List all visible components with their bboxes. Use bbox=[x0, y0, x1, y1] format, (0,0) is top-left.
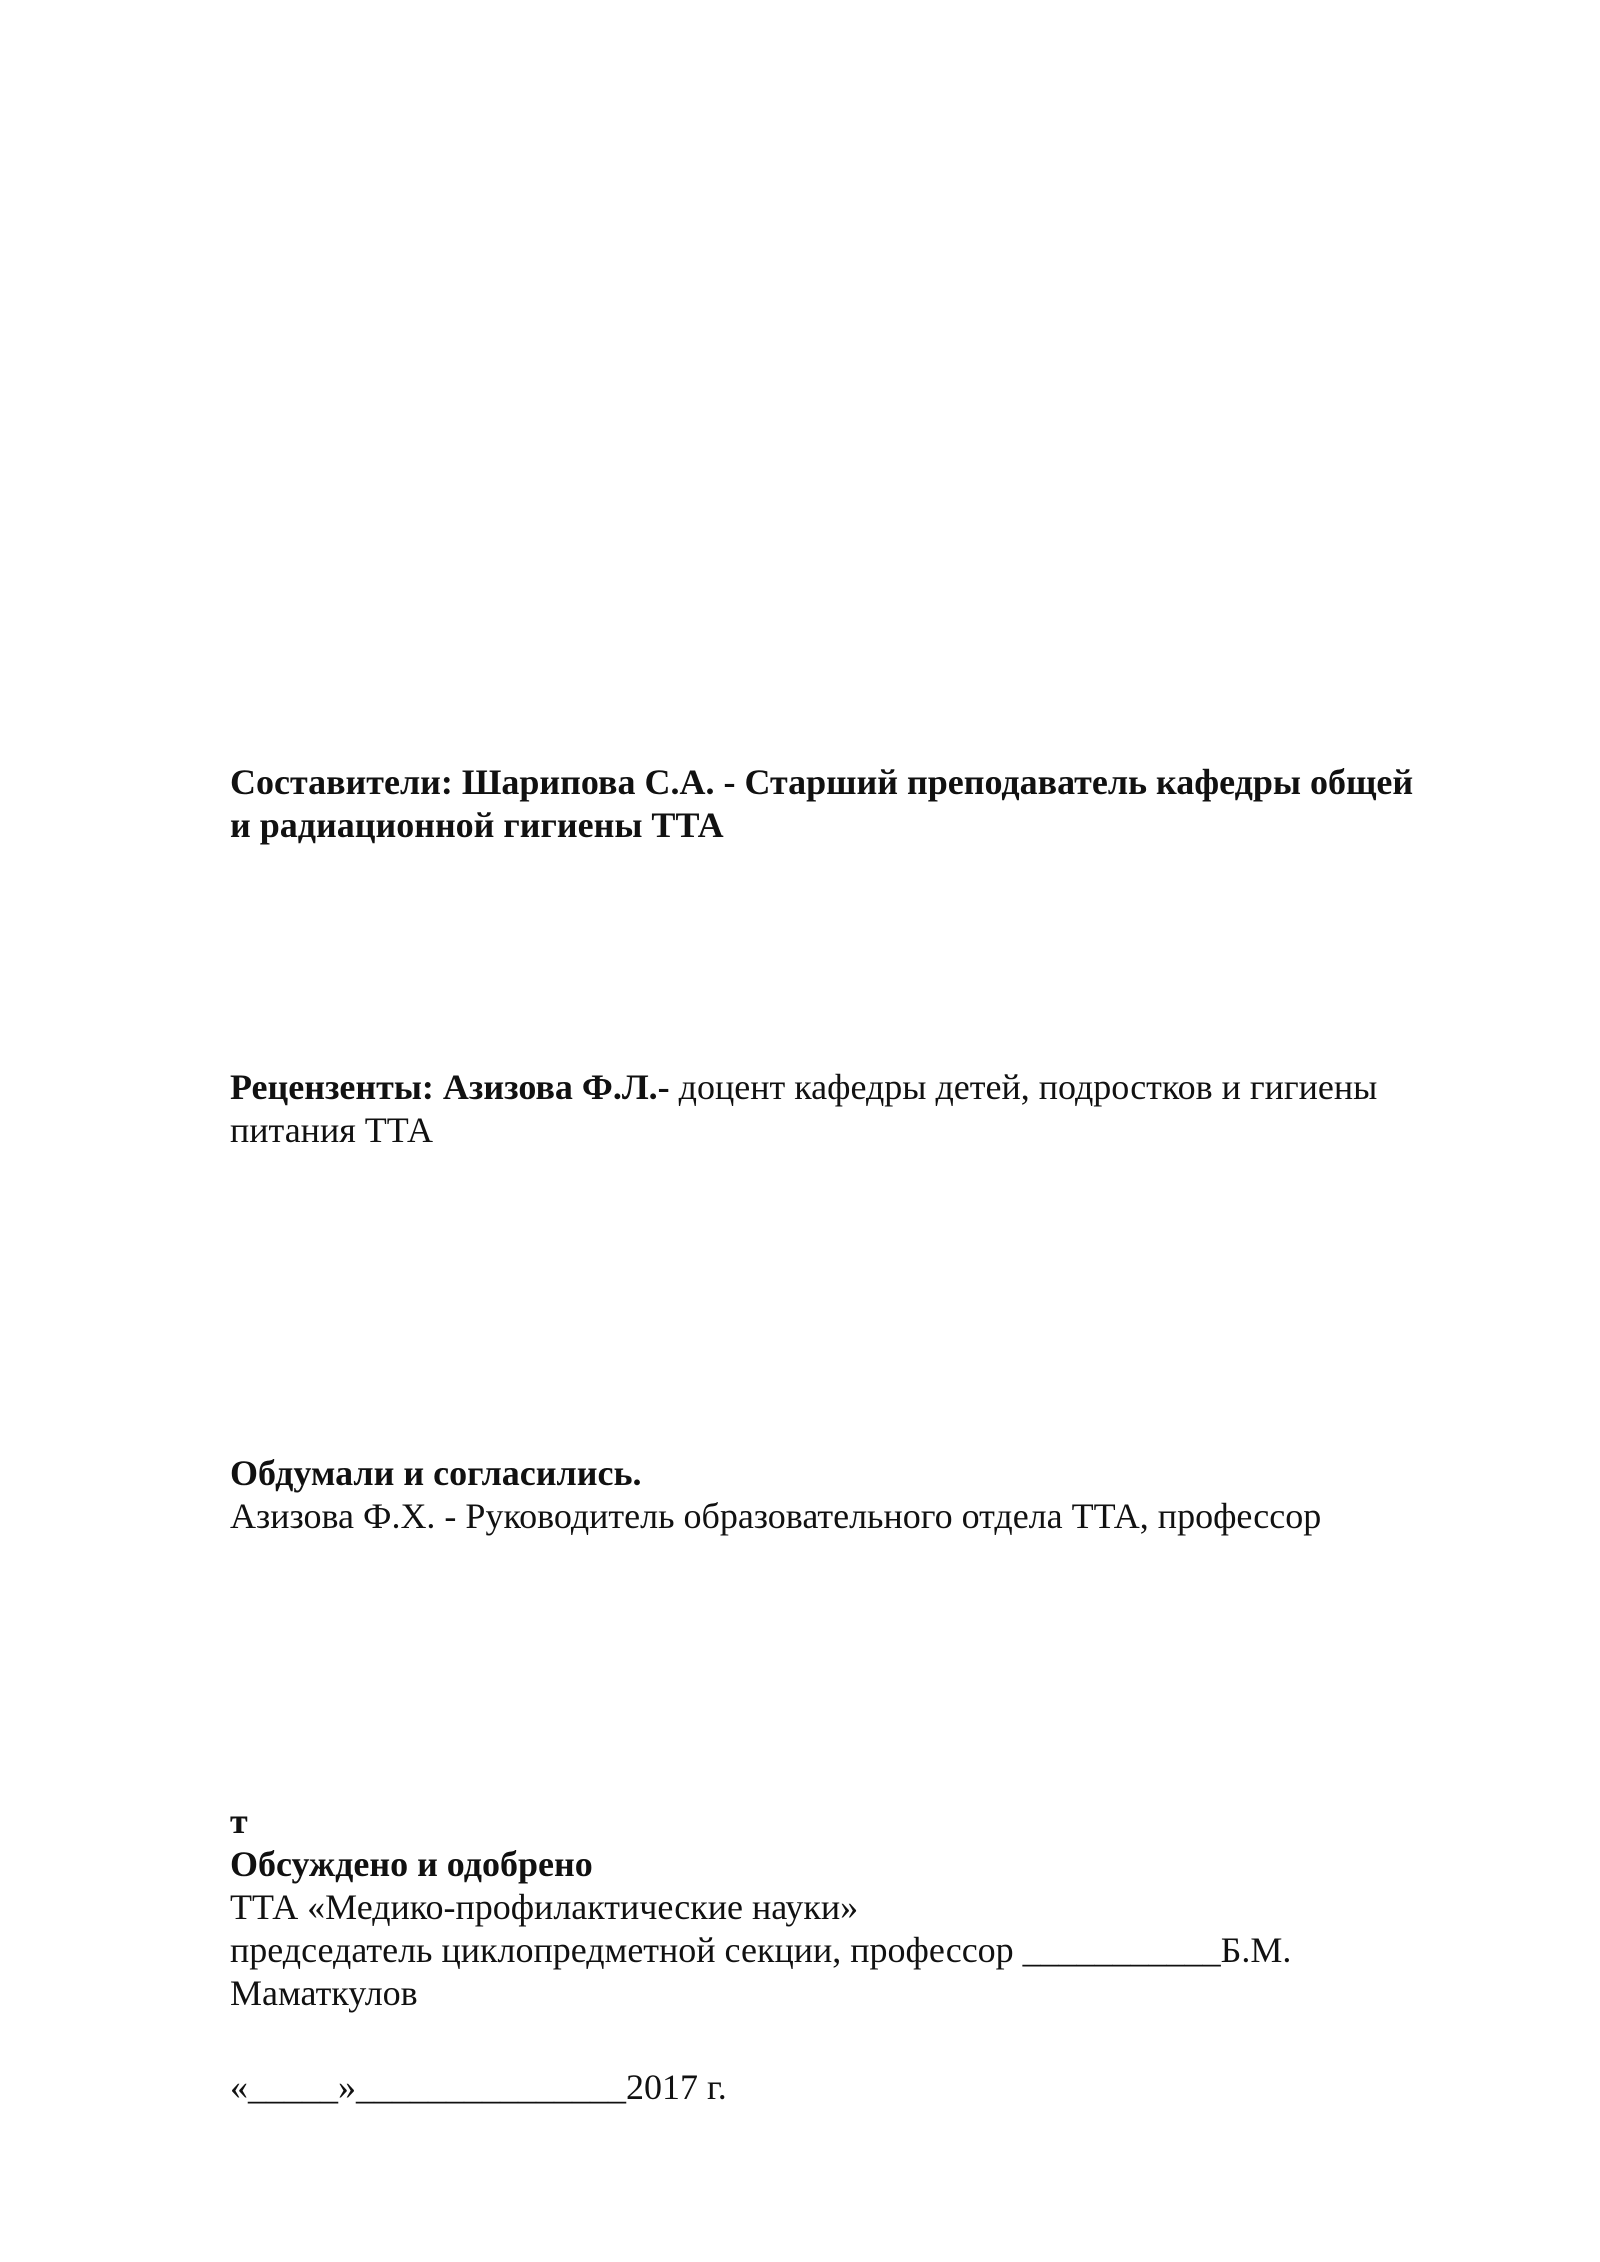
reviewers-line-1-text: доцент кафедры детей, подростков и гигиены bbox=[669, 1067, 1378, 1107]
approved-heading: Обсуждено и одобрено bbox=[230, 1844, 593, 1884]
date-line: «_____»_______________2017 г. bbox=[230, 2067, 727, 2107]
compilers-section bbox=[230, 761, 1480, 847]
reviewers-line-2: питания ТТА bbox=[230, 1110, 433, 1150]
agreed-heading: Обдумали и согласились. bbox=[230, 1453, 642, 1493]
approved-section bbox=[230, 1800, 1480, 2015]
date-section bbox=[230, 2066, 1480, 2109]
agreed-text: Азизова Ф.Х. - Руководитель образовательного отдела ТТА, профессор bbox=[230, 1496, 1322, 1536]
reviewers-section bbox=[230, 1066, 1480, 1152]
reviewers-label: Рецензенты: Азизова Ф.Л.- bbox=[230, 1067, 670, 1107]
approved-line-2: председатель циклопредметной секции, профессор ___________Б.М. bbox=[230, 1930, 1292, 1970]
approved-line-3: Маматкулов bbox=[230, 1973, 418, 2013]
approved-mark: т bbox=[230, 1801, 248, 1841]
compilers-line-1: Составители: Шарипова С.А. - Старший преподаватель кафедры общей bbox=[230, 762, 1414, 802]
reviewers-line-1 bbox=[230, 1066, 1480, 1109]
approved-line-1: ТТА «Медико-профилактические науки» bbox=[230, 1887, 859, 1927]
agreed-section bbox=[230, 1452, 1480, 1538]
compilers-line-2: и радиационной гигиены ТТА bbox=[230, 805, 724, 845]
